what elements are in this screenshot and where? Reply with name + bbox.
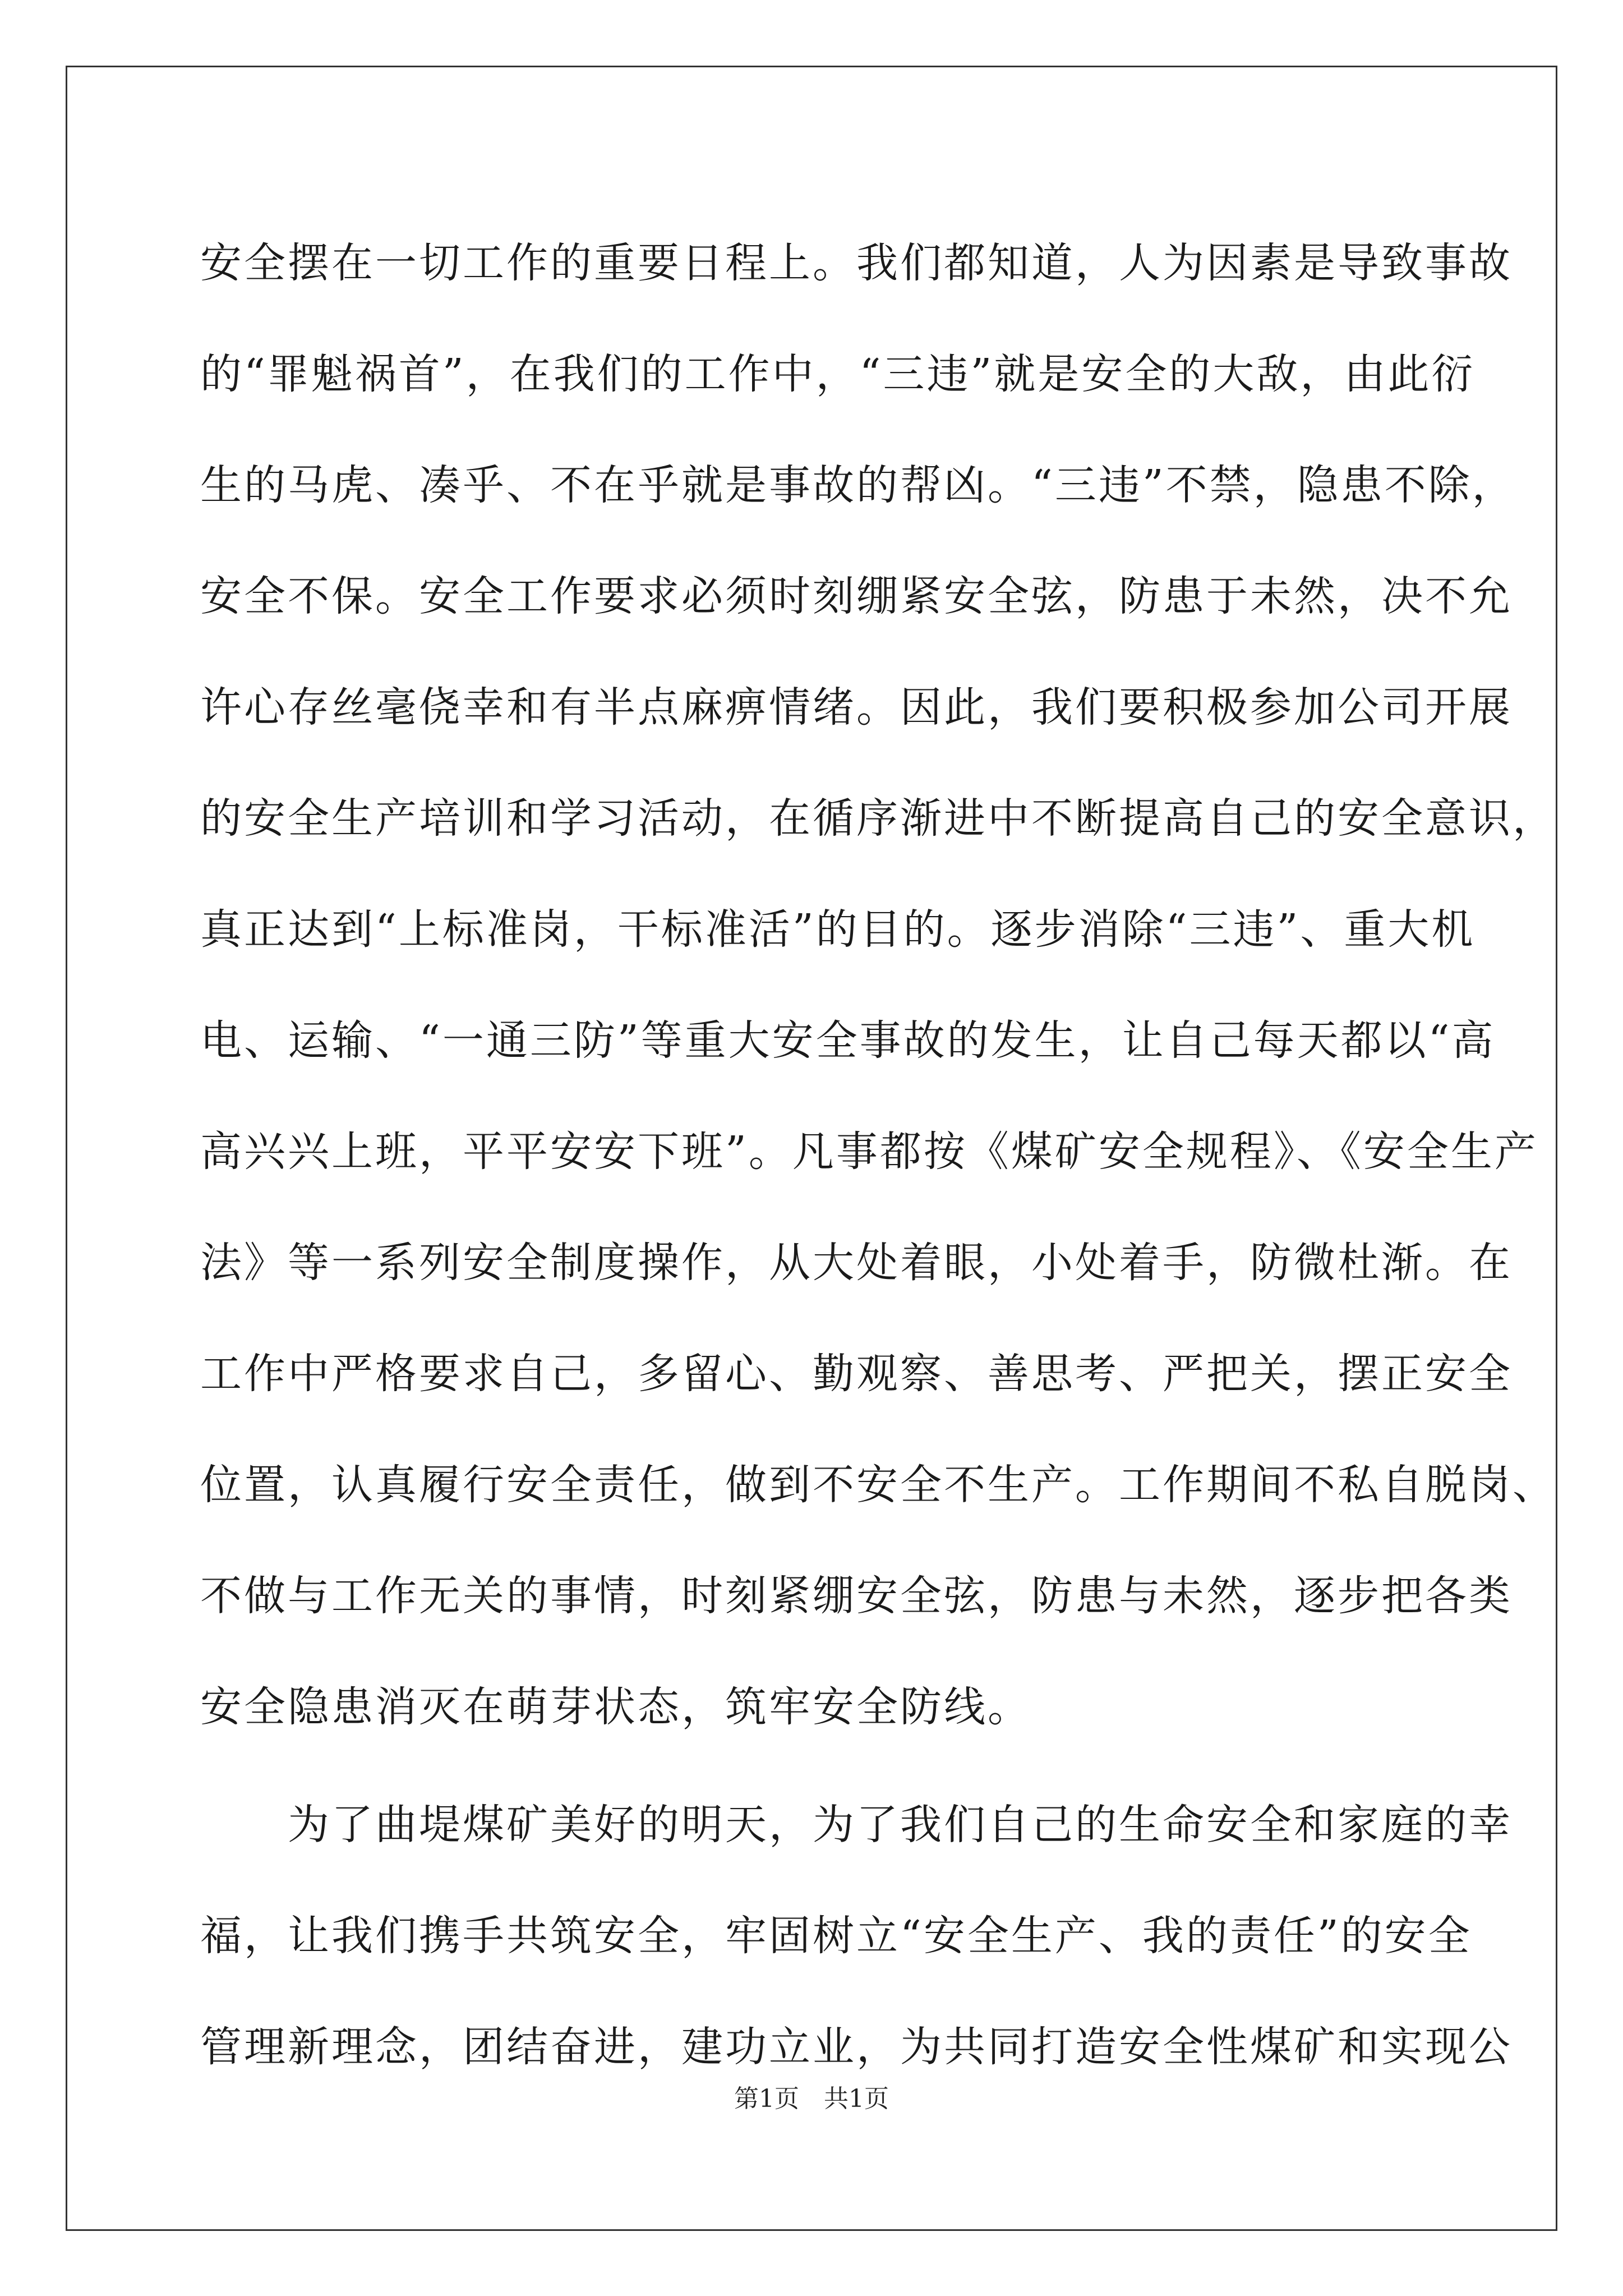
- paragraph-start-line: 为了曲堤煤矿美好的明天，为了我们自己的生命安全和家庭的幸: [200, 1801, 1513, 1849]
- text-line: 安全不保。安全工作要求必须时刻绷紧安全弦，防患于未然，决不允: [200, 572, 1513, 620]
- text-line: 电、运输、“一通三防”等重大安全事故的发生，让自己每天都以“高: [200, 1016, 1496, 1065]
- text-line: 安全摆在一切工作的重要日程上。我们都知道，人为因素是导致事故: [200, 239, 1513, 287]
- text-line: 许心存丝毫侥幸和有半点麻痹情绪。因此，我们要积极参加公司开展: [200, 683, 1513, 731]
- text-line: 法》等一系列安全制度操作，从大处着眼，小处着手，防微杜渐。在: [200, 1239, 1513, 1287]
- text-line: 位置，认真履行安全责任，做到不安全不生产。工作期间不私自脱岗、: [200, 1461, 1556, 1509]
- text-line: 真正达到“上标准岗，干标准活”的目的。逐步消除“三违”、重大机: [200, 905, 1476, 954]
- text-line: 不做与工作无关的事情，时刻紧绷安全弦，防患与未然，逐步把各类: [200, 1572, 1513, 1620]
- text-line: 生的马虎、凑乎、不在乎就是事故的帮凶。“三违”不禁，隐患不除，: [200, 461, 1516, 509]
- text-line: 管理新理念，团结奋进，建功立业，为共同打造安全性煤矿和实现公: [200, 2023, 1513, 2071]
- text-line: 高兴兴上班，平平安安下班”。凡事都按《煤矿安全规程》、《安全生产: [200, 1128, 1538, 1176]
- text-line: 工作中严格要求自己，多留心、勤观察、善思考、严把关，摆正安全: [200, 1350, 1513, 1398]
- text-line: 的“罪魁祸首”，在我们的工作中，“三违”就是安全的大敌，由此衍: [200, 350, 1476, 398]
- text-line: 福，让我们携手共筑安全，牢固树立“安全生产、我的责任”的安全: [200, 1912, 1472, 1960]
- page-footer: 第1页 共1页: [734, 2085, 889, 2113]
- text-line: 安全隐患消灭在萌芽状态，筑牢安全防线。: [200, 1683, 1031, 1731]
- document-body: [200, 208, 1556, 2102]
- text-line: 的安全生产培训和学习活动，在循序渐进中不断提高自己的安全意识，: [200, 794, 1556, 843]
